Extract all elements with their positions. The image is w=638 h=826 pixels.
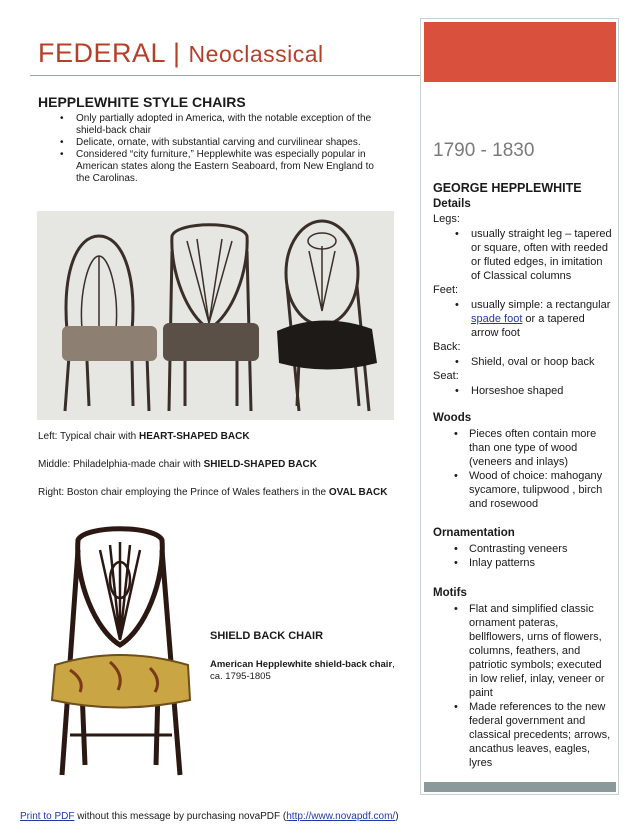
sidebar-bottom-bar bbox=[424, 782, 616, 792]
caption-middle bbox=[38, 459, 317, 470]
section-bullet: • Considered “city furniture,” Hepplewhite was especially popular in American states along the Eastern Seaboard, from New England to the Carolinas. bbox=[38, 149, 388, 185]
section-bullets bbox=[38, 113, 388, 185]
motifs-list bbox=[433, 602, 613, 770]
motifs-item: • Flat and simplified classic ornament pateras, bellflowers, urns of flowers, columns, feathers, and patriotic symbols; executed in low relief, inlay, veneer or paint bbox=[433, 602, 613, 700]
shield-chair-date: ca. 1795-1805 bbox=[210, 671, 271, 682]
footer-note bbox=[20, 811, 399, 822]
woods-list bbox=[433, 427, 613, 511]
motifs-heading: Motifs bbox=[433, 587, 467, 599]
shield-chair-seat bbox=[163, 323, 259, 361]
caption-middle-bold: SHIELD-SHAPED BACK bbox=[203, 459, 317, 470]
sidebar-accent-block bbox=[424, 22, 616, 82]
shield-chair-description bbox=[210, 659, 395, 683]
section-bullet: • Delicate, ornate, with substantial carving and curvilinear shapes. bbox=[38, 137, 388, 149]
caption-left-bold: HEART-SHAPED BACK bbox=[138, 431, 250, 442]
woods-item: • Pieces often contain more than one type of wood (veneers and inlays) bbox=[433, 427, 613, 469]
ornamentation-list bbox=[433, 542, 613, 570]
feet-text-pre: usually simple: a rectangular bbox=[471, 299, 611, 311]
footer-close: ) bbox=[395, 811, 399, 822]
three-chairs-illustration bbox=[37, 211, 394, 420]
feet-label: Feet: bbox=[433, 284, 459, 296]
print-to-pdf-link[interactable]: Print to PDF bbox=[20, 811, 75, 822]
period-years: 1790 - 1830 bbox=[433, 140, 535, 161]
title-main: FEDERAL | bbox=[38, 38, 189, 68]
oval-chair-seat bbox=[277, 320, 377, 369]
designer-name: GEORGE HEPPLEWHITE bbox=[433, 181, 582, 195]
shield-chair-title: SHIELD BACK CHAIR bbox=[210, 630, 324, 642]
caption-right-bold: OVAL BACK bbox=[328, 487, 388, 498]
title-divider bbox=[30, 75, 422, 76]
shield-chair-desc-rest: , bbox=[392, 659, 395, 670]
back-list bbox=[433, 355, 613, 369]
title-sub: Neoclassical bbox=[188, 41, 324, 67]
woods-item: • Wood of choice: mahogany sycamore, tulipwood , birch and rosewood bbox=[433, 469, 613, 511]
legs-label: Legs: bbox=[433, 213, 460, 225]
caption-right bbox=[38, 487, 387, 498]
caption-middle-text: Middle: Philadelphia-made chair with bbox=[38, 459, 204, 470]
details-heading: Details bbox=[433, 198, 471, 210]
shield-chair-illustration bbox=[40, 520, 200, 785]
back-label: Back: bbox=[433, 341, 461, 353]
spade-foot-link[interactable]: spade foot bbox=[471, 313, 523, 325]
back-item: • Shield, oval or hoop back bbox=[433, 355, 613, 369]
seat-list bbox=[433, 384, 613, 398]
feet-list bbox=[433, 298, 613, 340]
woods-heading: Woods bbox=[433, 412, 472, 424]
ornamentation-heading: Ornamentation bbox=[433, 527, 515, 539]
page-title bbox=[38, 38, 324, 69]
seat-item: • Horseshoe shaped bbox=[433, 384, 613, 398]
footer-text: without this message by purchasing novaPDF ( bbox=[74, 811, 287, 822]
section-title: HEPPLEWHITE STYLE CHAIRS bbox=[38, 94, 246, 110]
caption-right-text: Right: Boston chair employing the Prince of Wales feathers in the bbox=[38, 487, 329, 498]
three-chairs-photo bbox=[37, 211, 394, 420]
feet-text-post: or a tapered arrow foot bbox=[471, 313, 585, 339]
seat-label: Seat: bbox=[433, 370, 459, 382]
legs-list bbox=[433, 227, 613, 283]
ornament-item: • Inlay patterns bbox=[433, 556, 613, 570]
caption-left bbox=[38, 431, 250, 442]
shield-chair-desc-bold: American Hepplewhite shield-back chair bbox=[210, 659, 393, 670]
ornament-item: • Contrasting veneers bbox=[433, 542, 613, 556]
shield-back-chair-photo bbox=[40, 520, 200, 785]
heart-chair-seat bbox=[62, 326, 157, 361]
novapdf-url-link[interactable]: http://www.novapdf.com/ bbox=[286, 811, 396, 822]
legs-item: • usually straight leg – tapered or square, often with reeded or fluted edges, in imitation of Classical columns bbox=[433, 227, 613, 283]
feet-item bbox=[433, 298, 613, 340]
motifs-item: • Made references to the new federal government and classical precedents; arrows, ancathus leaves, eagles, lyres bbox=[433, 700, 613, 770]
caption-left-text: Left: Typical chair with bbox=[38, 431, 139, 442]
section-bullet: • Only partially adopted in America, with the notable exception of the shield-back chair bbox=[38, 113, 388, 137]
